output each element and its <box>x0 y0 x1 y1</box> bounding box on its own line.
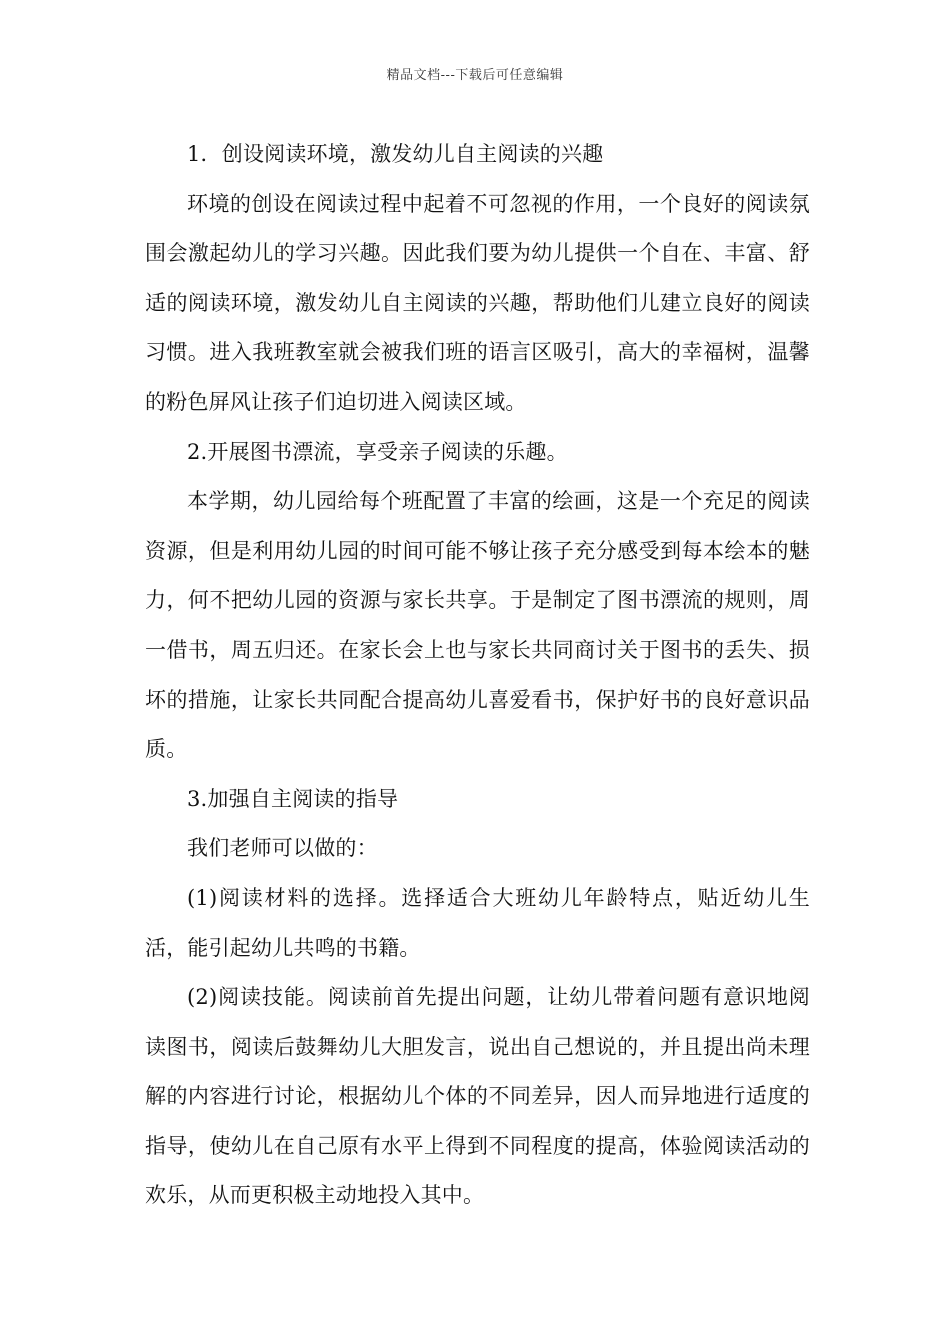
paragraph-teacher-intro: 我们老师可以做的： <box>187 836 378 861</box>
section-heading-3: 3.加强自主阅读的指导 <box>187 786 399 811</box>
paragraph-reading-skills: (2)阅读技能。阅读前首先提出问题，让幼儿带着问题有意识地阅读图书，阅读后鼓舞幼儿大胆发言，说出自己想说的，并且提出尚未理解的内容进行讨论，根据幼儿个体的不同差异，因人而异地进行适度的指导，使幼儿在自己原有水平上得到不同程度的提高，体验阅读活动的欢乐，从而更积极主动地投入其中。 <box>145 985 810 1208</box>
document-body <box>145 130 810 1221</box>
paragraph-material-selection: (1)阅读材料的选择。选择适合大班幼儿年龄特点，贴近幼儿生活，能引起幼儿共鸣的书籍。 <box>145 885 810 960</box>
section-heading-1: 1．创设阅读环境，激发幼儿自主阅读的兴趣 <box>187 142 604 166</box>
page-header: 精品文档---下载后可任意编辑 <box>386 68 564 83</box>
section-heading-2: 2.开展图书漂流，享受亲子阅读的乐趣。 <box>187 439 568 464</box>
paragraph-book-drift: 本学期，幼儿园给每个班配置了丰富的绘画，这是一个充足的阅读资源，但是利用幼儿园的时间可能不够让孩子充分感受到每本绘本的魅力，何不把幼儿园的资源与家长共享。于是制定了图书漂流的规则，周一借书，周五归还。在家长会上也与家长共同商讨关于图书的丢失、损坏的措施，让家长共同配合提高幼儿喜爱看书，保护好书的良好意识品质。 <box>145 489 810 762</box>
paragraph-environment: 环境的创设在阅读过程中起着不可忽视的作用，一个良好的阅读氛围会激起幼儿的学习兴趣。因此我们要为幼儿提供一个自在、丰富、舒适的阅读环境，激发幼儿自主阅读的兴趣，帮助他们儿建立良好的阅读习惯。进入我班教室就会被我们班的语言区吸引，高大的幸福树，温馨的粉色屏风让孩子们迫切进入阅读区域。 <box>145 191 810 414</box>
